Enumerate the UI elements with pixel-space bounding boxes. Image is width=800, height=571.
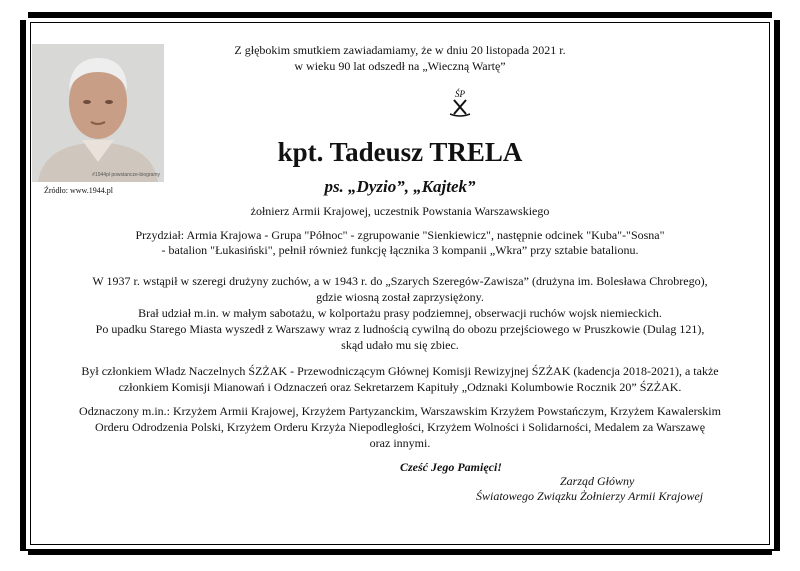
announcement-line-2: w wieku 90 lat odszedł na „Wieczną Wartę” xyxy=(294,59,506,73)
decorations-line-3: oraz innymi. xyxy=(369,436,431,450)
membership-line-2: członkiem Komisji Mianowań i Odznaczeń oraz Sekretarzem Kapituły „Odznaki Kolumbowie Rocznik 20” ŚZŻAK. xyxy=(118,380,682,394)
signature-line-1: Zarząd Główny xyxy=(560,474,635,488)
cross-emblem-icon xyxy=(444,88,476,118)
decorations-line-2: Orderu Odrodzenia Polski, Krzyżem Orderu Krzyża Niepodległości, Krzyżem Wolności i Solidarności, Medalem za Warszawę xyxy=(94,420,706,434)
corner-notch xyxy=(14,6,28,20)
biography-line-5: skąd udało mu się zbiec. xyxy=(341,338,459,352)
decorations-line-1: Odznaczony m.in.: Krzyżem Armii Krajowej, Krzyżem Partyzanckim, Warszawskim Krzyżem Powstańczym, Krzyżem Kawalerskim xyxy=(79,404,721,418)
biography-line-4: Po upadku Starego Miasta wyszedł z Warszawy wraz z ludnością cywilną do obozu przejściowego w Pruszkowie (Dulag 121), xyxy=(95,322,705,336)
membership-line-1: Był członkiem Władz Naczelnych ŚZŻAK - Przewodniczącym Głównej Komisji Rewizyjnej ŚZŻAK (kadencja 2018-2021), a także xyxy=(81,364,719,378)
photo-watermark: #1944pl powstancze-biogramy xyxy=(92,172,160,178)
corner-notch xyxy=(772,551,786,565)
biography-line-3: Brał udział m.in. w małym sabotażu, w kolportażu prasy podziemnej, obserwacji ruchów wojsk niemieckich. xyxy=(138,306,662,320)
deceased-name: kpt. Tadeusz TRELA xyxy=(277,137,523,167)
closing-phrase: Cześć Jego Pamięci! xyxy=(400,460,502,474)
biography-line-2: gdzie wiosną został zaprzysiężony. xyxy=(316,290,484,304)
announcement-line-1: Z głębokim smutkiem zawiadamiamy, że w dniu 20 listopada 2021 r. xyxy=(234,43,566,57)
corner-notch xyxy=(772,6,786,20)
photo-source: Źródło: www.1944.pl xyxy=(44,186,114,195)
assignment-line-2: - batalion "Łukasiński", pełnił również funkcję łącznika 3 kompanii „Wkra” przy sztabie batalionu. xyxy=(161,243,639,257)
corner-notch xyxy=(14,551,28,565)
pseudonyms: ps. „Dyzio”, „Kajtek” xyxy=(324,177,476,196)
subtitle: żołnierz Armii Krajowej, uczestnik Powstania Warszawskiego xyxy=(250,204,550,218)
assignment-line-1: Przydział: Armia Krajowa - Grupa "Północ" - zgrupowanie "Sienkiewicz", następnie odcinek "Kuba"-"Sosna" xyxy=(135,228,665,242)
biography-line-1: W 1937 r. wstąpił w szeregi drużyny zuchów, a w 1943 r. do „Szarych Szeregów-Zawisza” (drużyna im. Bolesława Chrobrego), xyxy=(92,274,708,288)
emblem-text: ŚP xyxy=(455,89,465,99)
signature-line-2: Światowego Związku Żołnierzy Armii Krajowej xyxy=(476,489,704,503)
